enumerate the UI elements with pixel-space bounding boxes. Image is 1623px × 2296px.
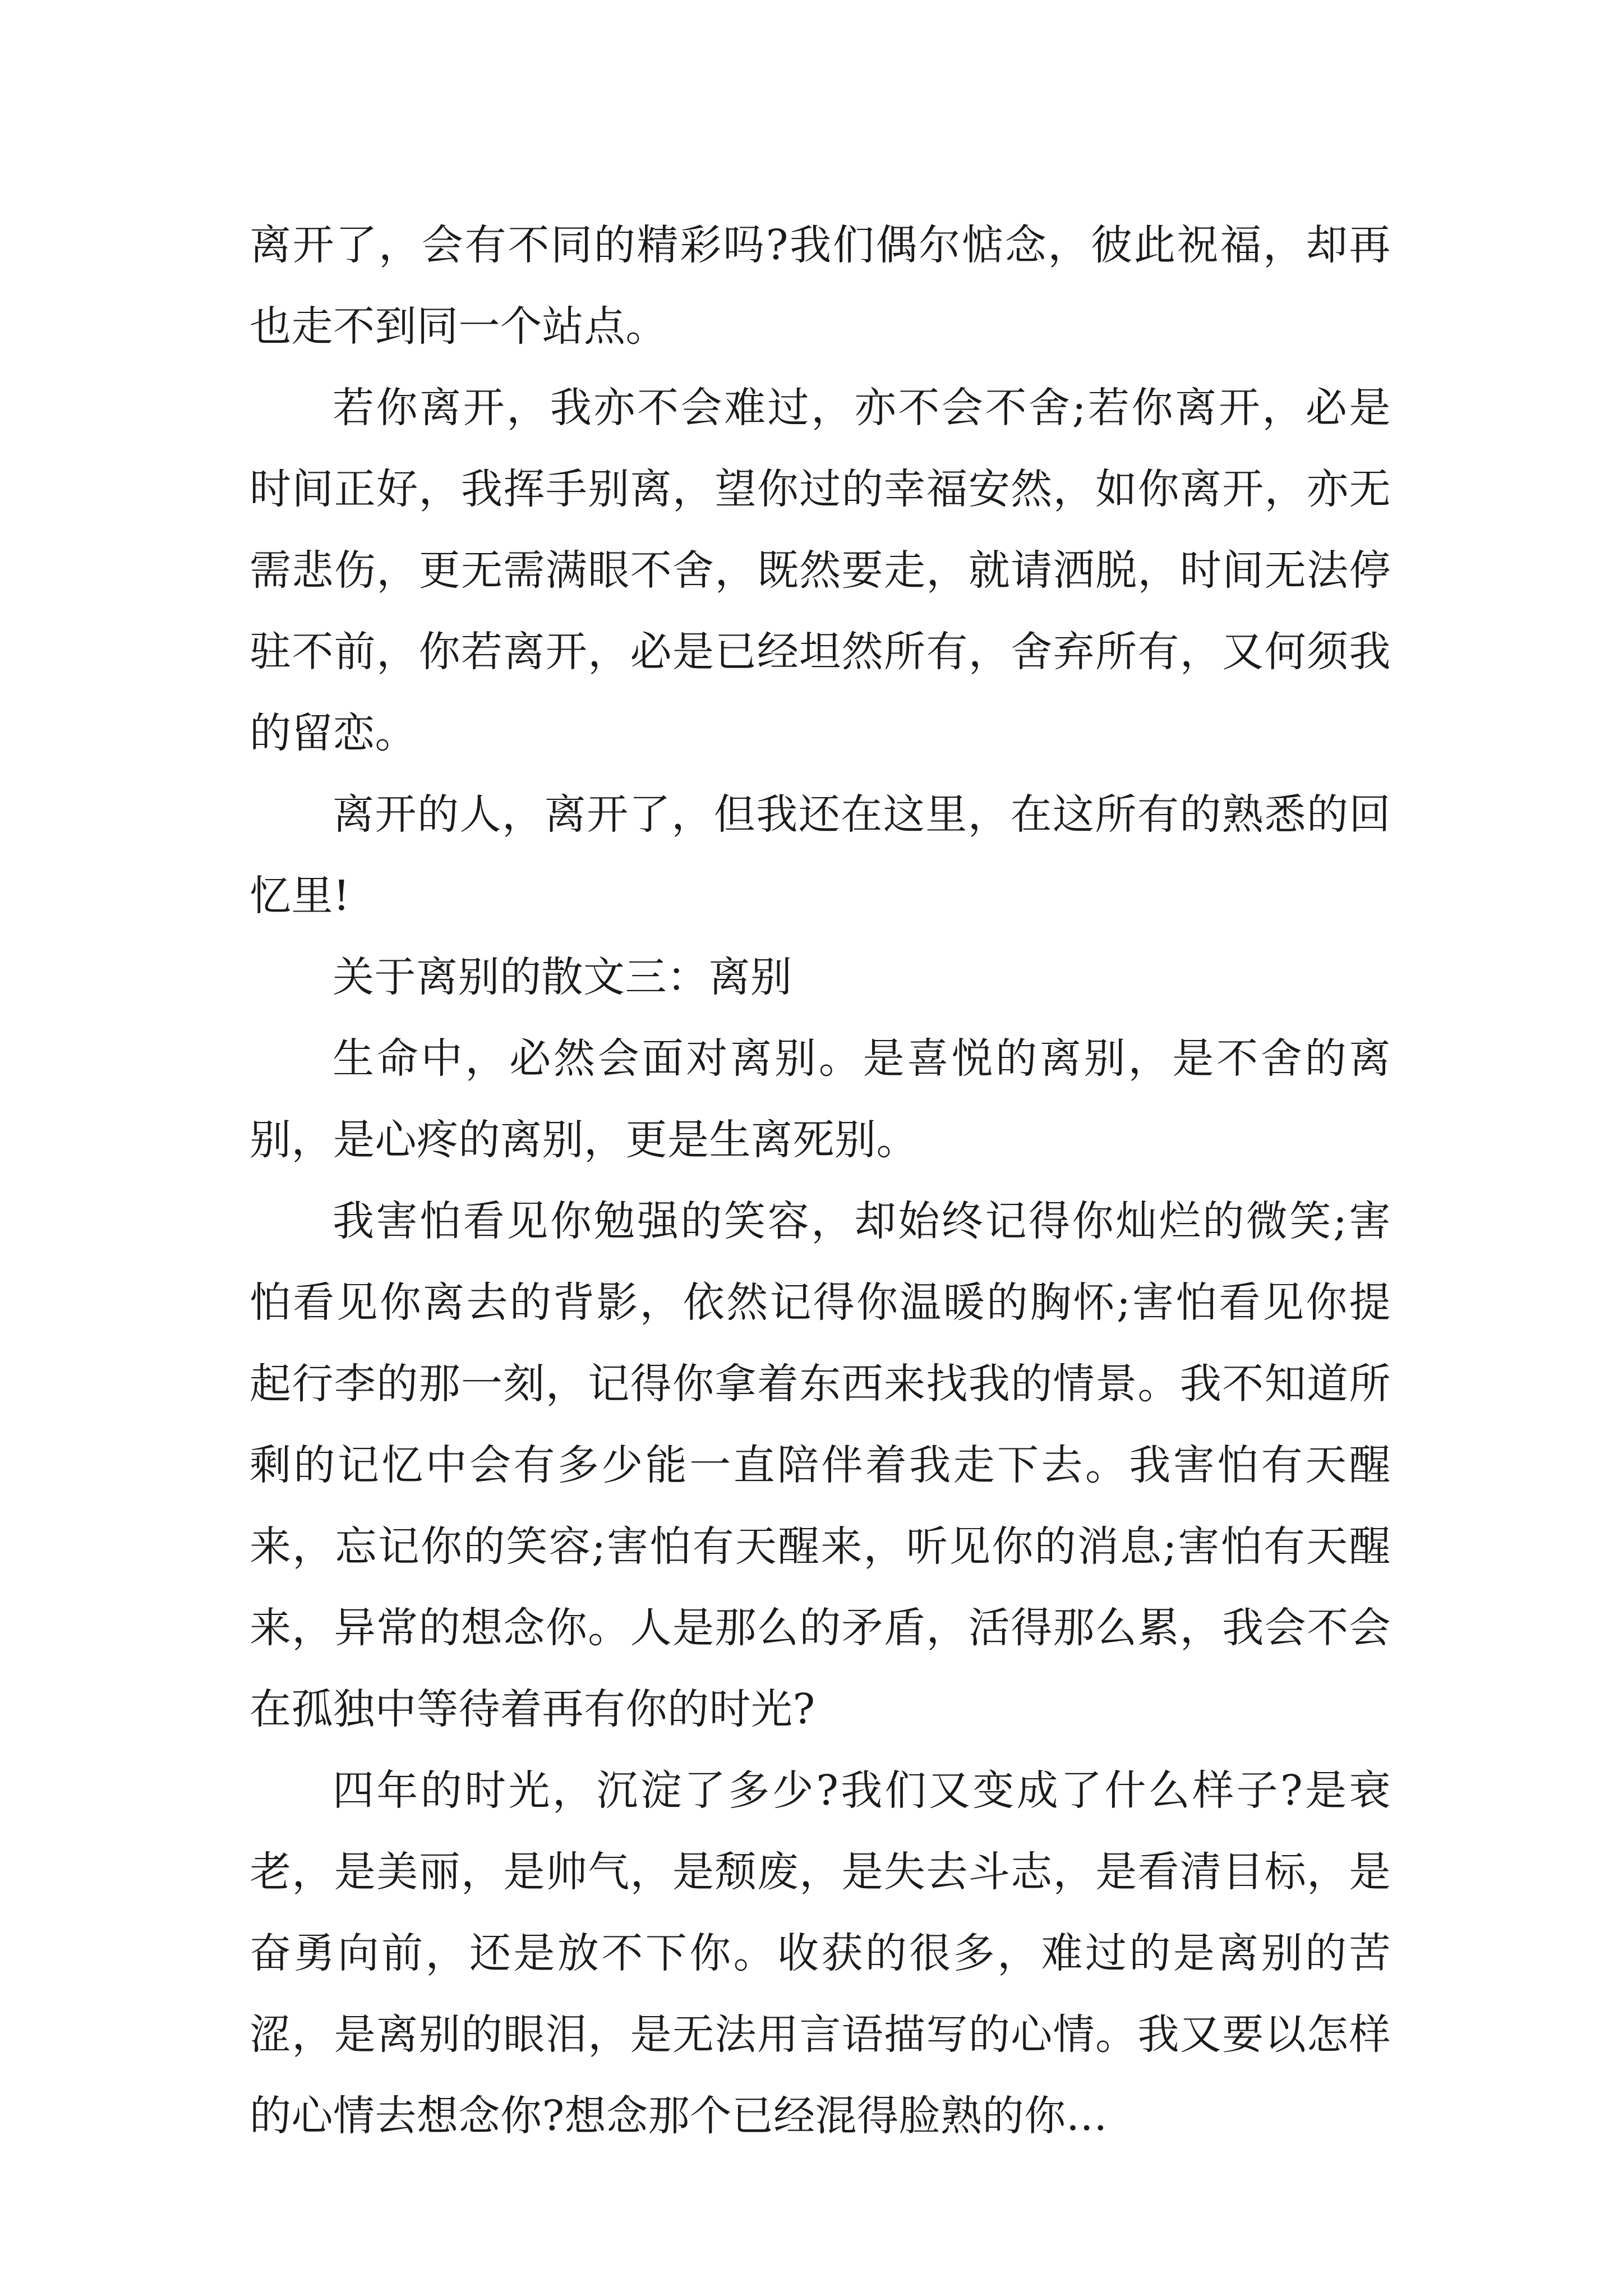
- paragraph-1: 离开了，会有不同的精彩吗?我们偶尔惦念，彼此祝福，却再也走不到同一个站点。: [250, 221, 1391, 351]
- paragraph-2: 若你离开，我亦不会难过，亦不会不舍;若你离开，必是时间正好，我挥手别离，望你过的幸福安然，如你离开，亦无需悲伤，更无需满眼不舍，既然要走，就请洒脱，时间无法停驻不前，你若离开，必是已经坦然所有，舍弃所有，又何须我的留恋。: [250, 384, 1391, 757]
- document-body: [250, 205, 1391, 2157]
- paragraph-6: 四年的时光，沉淀了多少?我们又变成了什么样子?是衰老，是美丽，是帅气，是颓废，是失去斗志，是看清目标，是奋勇向前，还是放不下你。收获的很多，难过的是离别的苦涩，是离别的眼泪，是无法用言语描写的心情。我又要以怎样的心情去想念你?想念那个已经混得脸熟的你…: [250, 1766, 1391, 2140]
- section-heading: 关于离别的散文三：离别: [333, 953, 792, 1001]
- paragraph-3: 离开的人，离开了，但我还在这里，在这所有的熟悉的回忆里!: [250, 790, 1391, 920]
- paragraph-5: 我害怕看见你勉强的笑容，却始终记得你灿烂的微笑;害怕看见你离去的背影，依然记得你温暖的胸怀;害怕看见你提起行李的那一刻，记得你拿着东西来找我的情景。我不知道所剩的记忆中会有多少能一直陪伴着我走下去。我害怕有天醒来，忘记你的笑容;害怕有天醒来，听见你的消息;害怕有天醒来，异常的想念你。人是那么的矛盾，活得那么累，我会不会在孤独中等待着再有你的时光?: [250, 1197, 1391, 1733]
- paragraph-4: 生命中，必然会面对离别。是喜悦的离别，是不舍的离别，是心疼的离别，更是生离死别。: [250, 1034, 1391, 1164]
